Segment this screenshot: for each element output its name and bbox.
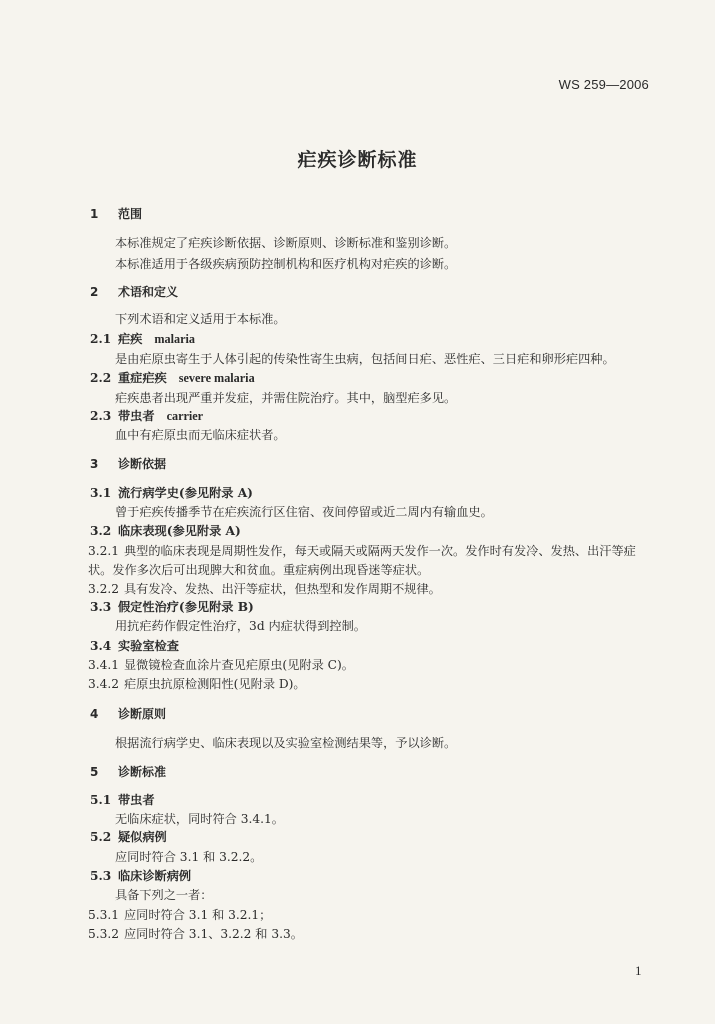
paragraph: 无临床症状，同时符合 3.4.1。 [115, 812, 284, 826]
paragraph: 应同时符合 3.1 和 3.2.2。 [115, 850, 263, 864]
paragraph: 本标准适用于各级疾病预防控制机构和医疗机构对疟疾的诊断。 [115, 257, 457, 271]
standard-code: WS 259—2006 [558, 77, 649, 92]
clause: 3.2.1 典型的临床表现是周期性发作，每天或隔天或隔两天发作一次。发作时有发冷、发热、出汗等症 [88, 544, 636, 558]
clause: 3.2.2 具有发冷、发热、出汗等症状，但热型和发作周期不规律。 [88, 582, 441, 596]
paragraph: 血中有疟原虫而无临床症状者。 [115, 428, 286, 442]
term-heading: 2.2 重症疟疾 severe malaria [90, 371, 255, 385]
subsection-heading: 3.1 流行病学史(参见附录 A) [90, 486, 253, 500]
subsection-heading: 5.3 临床诊断病例 [90, 869, 192, 883]
clause: 5.3.2 应同时符合 3.1、3.2.2 和 3.3。 [88, 927, 303, 941]
section-2-heading: 2 术语和定义 [90, 285, 179, 299]
clause: 3.4.2 疟原虫抗原检测阳性(见附录 D)。 [88, 677, 306, 691]
clause: 3.4.1 显微镜检查血涂片查见疟原虫(见附录 C)。 [88, 658, 354, 672]
paragraph: 本标准规定了疟疾诊断依据、诊断原则、诊断标准和鉴别诊断。 [115, 236, 457, 250]
paragraph: 用抗疟药作假定性治疗，3d 内症状得到控制。 [115, 619, 366, 633]
subsection-heading: 3.4 实验室检查 [90, 639, 179, 653]
subsection-heading: 5.1 带虫者 [90, 793, 155, 807]
clause: 5.3.1 应同时符合 3.1 和 3.2.1； [88, 908, 272, 922]
page-number: 1 [635, 963, 642, 978]
section-3-heading: 3 诊断依据 [90, 457, 167, 471]
subsection-heading: 3.3 假定性治疗(参见附录 B) [90, 600, 254, 614]
section-4-heading: 4 诊断原则 [90, 707, 167, 721]
section-1-heading: 1 范围 [90, 207, 143, 221]
paragraph: 下列术语和定义适用于本标准。 [115, 312, 286, 326]
section-5-heading: 5 诊断标准 [90, 765, 167, 779]
subsection-heading: 3.2 临床表现(参见附录 A) [90, 524, 241, 538]
page-title: 疟疾诊断标准 [297, 149, 418, 171]
term-heading: 2.3 带虫者 carrier [90, 409, 204, 423]
paragraph: 状。发作多次后可出现脾大和贫血。重症病例出现昏迷等症状。 [88, 563, 430, 577]
term-heading: 2.1 疟疾 malaria [90, 332, 195, 346]
paragraph: 是由疟原虫寄生于人体引起的传染性寄生虫病，包括间日疟、恶性疟、三日疟和卵形疟四种。 [115, 352, 615, 366]
paragraph: 具备下列之一者： [115, 888, 213, 902]
paragraph: 疟疾患者出现严重并发症，并需住院治疗。其中，脑型疟多见。 [115, 391, 457, 405]
paragraph: 曾于疟疾传播季节在疟疾流行区住宿、夜间停留或近二周内有输血史。 [115, 505, 493, 519]
paragraph: 根据流行病学史、临床表现以及实验室检测结果等，予以诊断。 [115, 736, 457, 750]
subsection-heading: 5.2 疑似病例 [90, 830, 167, 844]
